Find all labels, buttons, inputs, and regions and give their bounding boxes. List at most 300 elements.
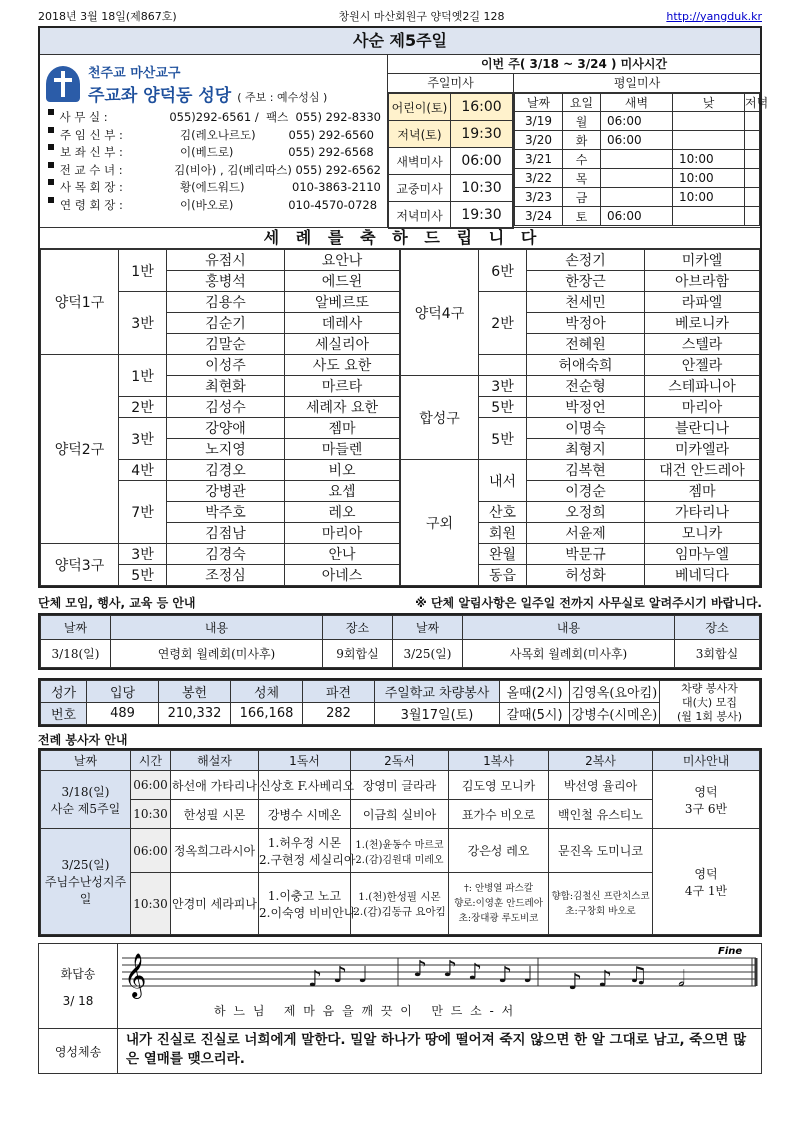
baptismal-name: 사도 요한 xyxy=(285,355,400,376)
weekday-cell xyxy=(745,112,760,131)
service-header: 2독서 xyxy=(351,751,449,771)
baptismal-name: 알베르또 xyxy=(285,292,400,313)
section: 3반 xyxy=(119,544,167,565)
baptismal-name: 가타리나 xyxy=(645,502,760,523)
contact-label: 사 목 회 장 : xyxy=(60,180,123,195)
district: 양덕3구 xyxy=(41,544,119,586)
baptism-row xyxy=(401,460,760,481)
baptismal-name: 데레사 xyxy=(285,313,400,334)
section: 내서 xyxy=(479,460,527,502)
baptismal-name: 모니카 xyxy=(645,523,760,544)
commentator: 하선애 가타리나 xyxy=(171,771,259,800)
section: 2반 xyxy=(119,397,167,418)
contact-row xyxy=(46,144,381,162)
cross-icon xyxy=(46,66,80,102)
parish-name: 주교좌 양덕동 성당 xyxy=(88,86,232,106)
baptized-name: 박정언 xyxy=(527,397,645,418)
mass-time: 16:00 xyxy=(451,94,513,121)
baptized-name: 서윤제 xyxy=(527,523,645,544)
weekday-row xyxy=(515,169,760,188)
server-line: 초:장대광 루도비코 xyxy=(458,913,539,924)
contact-label: 보 좌 신 부 : xyxy=(60,145,123,160)
baptismal-name: 비오 xyxy=(285,460,400,481)
service-time: 06:00 xyxy=(131,829,171,873)
contact-label: 전 교 수 녀 : xyxy=(59,162,123,177)
baptismal-name: 아브라함 xyxy=(645,271,760,292)
psalm-date: 3/ 18 xyxy=(62,993,94,1008)
reading-1 xyxy=(259,829,356,873)
weekday-header: 저녁 xyxy=(745,94,760,112)
communion-label: 영성체송 xyxy=(39,1029,118,1073)
svg-text:♪: ♪ xyxy=(568,970,583,995)
section: 5반 xyxy=(479,397,527,418)
baptism-row xyxy=(41,355,400,376)
vehicle-title: 주일학교 차량봉사 xyxy=(375,681,500,703)
weekday-cell: 목 xyxy=(563,169,601,188)
weekday-cell: 3/20 xyxy=(515,131,563,150)
reading-2 xyxy=(351,829,449,873)
communion-text: 내가 진실로 진실로 너희에게 말한다. 밀알 하나가 땅에 떨어져 죽지 않으면 한 알 그대로 남고, 죽으면 많은 열매를 맺으리라. xyxy=(126,1032,747,1067)
events-heading-row xyxy=(38,594,762,611)
stats-header: 입당 xyxy=(87,681,159,703)
district: 양덕4구 xyxy=(401,250,479,376)
reader-line: 1.이충고 노고 xyxy=(267,888,342,903)
server-line: 향로:이영훈 안드레아 xyxy=(454,898,543,909)
weekday-mass-title: 평일미사 xyxy=(514,74,760,93)
weekday-cell xyxy=(601,169,673,188)
baptismal-name: 라파엘 xyxy=(645,292,760,313)
weekday-cell: 06:00 xyxy=(601,207,673,226)
events-cell: 연령회 월례회(미사후) xyxy=(111,640,323,668)
baptismal-name: 에드윈 xyxy=(285,271,400,292)
weekday-mass xyxy=(514,74,769,229)
reader-line: 1.(천)한성필 시몬 xyxy=(358,890,441,903)
service-header: 2복사 xyxy=(549,751,653,771)
reader-line: 2.이숙영 비비안나 xyxy=(259,905,356,920)
commentator: 한성필 시몬 xyxy=(171,800,259,829)
weekday-mass-table xyxy=(514,93,769,226)
baptized-name: 오정희 xyxy=(527,502,645,523)
server-1 xyxy=(449,873,549,935)
section: 5반 xyxy=(119,565,167,586)
psalm-score xyxy=(118,944,761,1028)
mass-name: 저녁(토) xyxy=(389,121,451,148)
baptismal-name: 스텔라 xyxy=(645,334,760,355)
weekday-cell xyxy=(745,131,760,150)
contact-row xyxy=(46,127,381,145)
weekday-header: 날짜 xyxy=(515,94,563,112)
baptized-name: 최현화 xyxy=(167,376,285,397)
events-cell: 3회합실 xyxy=(675,640,760,668)
baptismal-name: 마들렌 xyxy=(285,439,400,460)
baptized-name: 강양애 xyxy=(167,418,285,439)
svg-text:♪: ♪ xyxy=(498,963,513,988)
baptismal-name: 요안나 xyxy=(285,250,400,271)
baptized-name: 김말순 xyxy=(167,334,285,355)
weekday-cell: 월 xyxy=(563,112,601,131)
baptismal-name: 미카엘 xyxy=(645,250,760,271)
baptismal-name: 젬마 xyxy=(285,418,400,439)
bullet-icon xyxy=(48,109,54,115)
weekday-cell: 3/19 xyxy=(515,112,563,131)
weekday-header: 요일 xyxy=(563,94,601,112)
baptismal-name: 안젤라 xyxy=(645,355,760,376)
contact-value: 이(베드로) 055) 292-6568 xyxy=(180,145,374,160)
events-table xyxy=(40,615,760,668)
weekday-cell: 수 xyxy=(563,150,601,169)
events-header: 내용 xyxy=(111,616,323,640)
weekday-row xyxy=(515,131,760,150)
baptized-name: 박정아 xyxy=(527,313,645,334)
baptismal-name: 마리아 xyxy=(285,523,400,544)
service-time: 06:00 xyxy=(131,771,171,800)
stats-value: 489 xyxy=(87,703,159,725)
recruit-line: 차량 봉사자 xyxy=(681,681,738,695)
service-header: 미사안내 xyxy=(653,751,760,771)
baptismal-name: 임마누엘 xyxy=(645,544,760,565)
service-date-title: 사순 제5주일 xyxy=(50,801,121,816)
district: 양덕2구 xyxy=(41,355,119,544)
baptized-name: 김성수 xyxy=(167,397,285,418)
reader-line: 2.구현정 세실리아 xyxy=(259,852,356,867)
weekday-cell xyxy=(673,112,745,131)
reading-1: 신상호 F.사베리오 xyxy=(259,771,351,800)
baptismal-name: 스테파니아 xyxy=(645,376,760,397)
commentator: 안경미 세라피나 xyxy=(171,873,259,935)
sunday-mass-row xyxy=(389,148,513,175)
reading-2 xyxy=(351,873,449,935)
weekday-cell: 06:00 xyxy=(601,131,673,150)
baptized-name: 전혜원 xyxy=(527,334,645,355)
contact-row xyxy=(46,109,381,127)
diocese-name: 천주교 마산교구 xyxy=(88,66,181,81)
baptized-name: 김복현 xyxy=(527,460,645,481)
reader-line: 1.(천)윤동수 마르코 xyxy=(355,839,444,851)
server-line: 향합:김철신 프란치스코 xyxy=(551,890,650,902)
weekday-row xyxy=(515,188,760,207)
service-header: 시간 xyxy=(131,751,171,771)
bullet-icon xyxy=(48,162,54,168)
contact-value: 이(바오로) 010-4570-0728 xyxy=(180,197,378,212)
baptismal-name: 세례자 요한 xyxy=(285,397,400,418)
fine-mark: Fine xyxy=(718,946,743,957)
svg-text:♪: ♪ xyxy=(413,957,428,982)
server-line: †: 안병열 파스칼 xyxy=(463,883,534,894)
mass-guide-2 xyxy=(653,829,760,935)
district: 구외 xyxy=(401,460,479,586)
mass-times xyxy=(388,55,769,227)
sunday-mass-row xyxy=(389,121,513,148)
weekday-cell: 10:00 xyxy=(673,169,745,188)
weekday-cell: 3/22 xyxy=(515,169,563,188)
stats-header: 봉헌 xyxy=(159,681,231,703)
district: 양덕1구 xyxy=(41,250,119,355)
section: 산호 xyxy=(479,502,527,523)
events-cell: 3/25(일) xyxy=(393,640,463,668)
baptized-name: 이성주 xyxy=(167,355,285,376)
mass-guide-line: 영덕 xyxy=(694,784,718,799)
service-header: 1독서 xyxy=(259,751,351,771)
mass-name: 새벽미사 xyxy=(389,148,451,175)
baptismal-name: 요셉 xyxy=(285,481,400,502)
bullet-icon xyxy=(48,127,54,133)
section: 4반 xyxy=(119,460,167,481)
events-heading: 단체 모임, 행사, 교육 등 안내 xyxy=(38,596,196,610)
sunday-mass-title: 주일미사 xyxy=(388,74,513,93)
baptized-name: 유점시 xyxy=(167,250,285,271)
recruit-line: 대(大) 모집 xyxy=(682,695,737,709)
parish-info xyxy=(40,55,388,227)
bullet-icon xyxy=(48,197,54,203)
contact-value: 김(비아) , 김(베리따스) 055) 292-6562 xyxy=(174,162,381,177)
weekday-row xyxy=(515,207,760,226)
events-header: 날짜 xyxy=(393,616,463,640)
weekday-cell xyxy=(673,207,745,226)
baptized-name: 김순기 xyxy=(167,313,285,334)
sunday-mass xyxy=(388,74,514,229)
baptism-table-left xyxy=(40,249,400,586)
patron: ( 주보 : 예수성심 ) xyxy=(237,91,328,104)
weekday-header-row xyxy=(515,94,760,112)
baptized-name: 박주호 xyxy=(167,502,285,523)
weekday-cell: 토 xyxy=(563,207,601,226)
server-line: 초:구창회 바오로 xyxy=(565,905,636,917)
service-frame xyxy=(38,748,762,937)
section: 3반 xyxy=(119,418,167,460)
contact-row xyxy=(46,197,381,215)
contact-row xyxy=(46,179,381,197)
section: 3반 xyxy=(479,376,527,397)
sunday-mass-row xyxy=(389,94,513,121)
weekday-cell xyxy=(745,188,760,207)
service-date-title: 주님수난성지주일 xyxy=(44,875,127,906)
weekday-cell: 금 xyxy=(563,188,601,207)
baptized-name: 노지영 xyxy=(167,439,285,460)
baptized-name: 김점남 xyxy=(167,523,285,544)
baptism-banner: 세 례 를 축 하 드 립 니 다 xyxy=(40,228,760,249)
reading-1: 강병수 시메온 xyxy=(259,800,351,829)
service-date: 3/18(일) xyxy=(61,784,110,799)
weekday-cell xyxy=(601,150,673,169)
service-header: 해설자 xyxy=(171,751,259,771)
events-frame xyxy=(38,613,762,670)
events-notice: ※ 단체 알림사항은 일주일 전까지 사무실로 알려주시기 바랍니다. xyxy=(415,596,762,610)
baptism-row xyxy=(41,250,400,271)
mass-times-title: 이번 주( 3/18 ~ 3/24 ) 미사시간 xyxy=(388,55,760,74)
events-header: 내용 xyxy=(463,616,675,640)
stats-header: 파견 xyxy=(303,681,375,703)
svg-text:𝅗𝅥: 𝅗𝅥 xyxy=(678,967,685,992)
section: 6반 xyxy=(479,250,527,292)
baptismal-name: 베네딕다 xyxy=(645,565,760,586)
weekday-header: 새벽 xyxy=(601,94,673,112)
service-heading: 전례 봉사자 안내 xyxy=(38,733,128,747)
svg-text:♪: ♪ xyxy=(308,967,323,992)
contact-label: 주 임 신 부 : xyxy=(60,127,123,142)
bulletin-page xyxy=(38,6,769,1074)
server-2: 문진옥 도미니코 xyxy=(549,829,653,873)
baptismal-name: 미카엘라 xyxy=(645,439,760,460)
service-date-2 xyxy=(41,829,131,935)
stats-table xyxy=(40,680,760,725)
church-address: 창원시 마산회원구 양덕옛2길 128 xyxy=(338,10,505,23)
baptism-row xyxy=(401,250,760,271)
psalm-section xyxy=(38,943,762,1029)
mass-time: 19:30 xyxy=(451,121,513,148)
section: 2반 xyxy=(479,292,527,355)
baptismal-name: 블란디나 xyxy=(645,418,760,439)
recruit-line: (월 1회 봉사) xyxy=(676,709,743,723)
parish-logo xyxy=(46,59,381,109)
section: 1반 xyxy=(119,250,167,292)
mass-time: 10:30 xyxy=(451,175,513,202)
events-cell: 9회합실 xyxy=(323,640,393,668)
weekday-cell: 화 xyxy=(563,131,601,150)
service-time: 10:30 xyxy=(131,873,171,935)
weekday-cell xyxy=(745,169,760,188)
psalm-label-box xyxy=(39,944,118,1028)
vehicle-date: 3월17일(토) xyxy=(375,703,500,725)
contact-value: 김(레오나르도) 055) 292-6560 xyxy=(180,127,374,142)
website-link[interactable]: http://yangduk.kr xyxy=(666,9,762,23)
section: 회원 xyxy=(479,523,527,544)
svg-text:♪: ♪ xyxy=(598,967,613,992)
weekday-cell: 06:00 xyxy=(601,112,673,131)
baptismal-name: 베로니카 xyxy=(645,313,760,334)
weekday-cell: 10:00 xyxy=(673,150,745,169)
stats-value: 282 xyxy=(303,703,375,725)
sunday-mass-table xyxy=(388,93,513,229)
section: 5반 xyxy=(479,418,527,460)
stats-value: 210,332 xyxy=(159,703,231,725)
svg-text:♪: ♪ xyxy=(333,963,348,988)
service-time: 10:30 xyxy=(131,800,171,829)
mass-guide-line: 영덕 xyxy=(694,866,718,881)
service-header: 날짜 xyxy=(41,751,131,771)
contact-list xyxy=(46,109,381,215)
service-date-1 xyxy=(41,771,131,829)
baptismal-name: 레오 xyxy=(285,502,400,523)
stats-label-2: 번호 xyxy=(41,703,87,725)
server-1: 강은성 레오 xyxy=(449,829,549,873)
mass-name: 저녁미사 xyxy=(389,202,451,229)
baptism-row xyxy=(41,544,400,565)
contact-value: 055)292-6561 / 팩스 055) 292-8330 xyxy=(169,110,381,124)
baptismal-name: 아네스 xyxy=(285,565,400,586)
weekday-cell xyxy=(745,207,760,226)
server-1: 표가수 비오로 xyxy=(449,800,549,829)
vehicle-back-name: 강병수(시메온) xyxy=(570,703,660,725)
weekday-cell: 10:00 xyxy=(673,188,745,207)
svg-text:♫: ♫ xyxy=(628,963,648,988)
svg-text:♪: ♪ xyxy=(468,960,483,985)
weekday-row xyxy=(515,150,760,169)
baptized-name: 김경숙 xyxy=(167,544,285,565)
baptized-name: 김용수 xyxy=(167,292,285,313)
baptized-name: 최형지 xyxy=(527,439,645,460)
vehicle-recruit xyxy=(660,681,760,725)
svg-text:♪: ♪ xyxy=(443,957,458,982)
reading-2: 장영미 글라라 xyxy=(351,771,449,800)
weekday-row xyxy=(515,112,760,131)
stats-frame xyxy=(38,678,762,727)
communion-section xyxy=(38,1029,762,1074)
section: 7반 xyxy=(119,481,167,544)
section: 3반 xyxy=(119,292,167,355)
baptismal-name: 안나 xyxy=(285,544,400,565)
baptized-name: 허애숙희 xyxy=(527,355,645,376)
baptized-name: 강병관 xyxy=(167,481,285,502)
reading-1 xyxy=(259,873,356,935)
treble-clef-icon: 𝄞 xyxy=(124,953,147,997)
vehicle-go-name: 김영옥(요아킴) xyxy=(570,681,660,703)
district: 합성구 xyxy=(401,376,479,460)
weekday-cell xyxy=(601,188,673,207)
service-header: 1복사 xyxy=(449,751,549,771)
baptismal-name: 마르타 xyxy=(285,376,400,397)
svg-text:♩: ♩ xyxy=(523,963,534,988)
baptism-row xyxy=(401,376,760,397)
service-date: 3/25(일) xyxy=(61,858,110,872)
baptized-name: 손정기 xyxy=(527,250,645,271)
mass-name: 교중미사 xyxy=(389,175,451,202)
baptized-name: 전순형 xyxy=(527,376,645,397)
weekday-cell xyxy=(745,150,760,169)
baptismal-name: 마리아 xyxy=(645,397,760,418)
events-header: 장소 xyxy=(675,616,760,640)
stats-label-1: 성가 xyxy=(41,681,87,703)
weekday-cell: 3/23 xyxy=(515,188,563,207)
weekday-header: 낮 xyxy=(673,94,745,112)
sunday-mass-row xyxy=(389,202,513,229)
contact-value: 황(에드워드) 010-3863-2110 xyxy=(180,180,381,195)
bullet-icon xyxy=(48,144,54,150)
events-cell: 3/18(일) xyxy=(41,640,111,668)
section xyxy=(479,355,527,376)
baptized-name: 김경오 xyxy=(167,460,285,481)
issue-date: 2018년 3월 18일(제867호) xyxy=(38,10,177,23)
stats-value: 166,168 xyxy=(231,703,303,725)
bullet-icon xyxy=(48,179,54,185)
psalm-lyrics: 하 느 님 제 마 음 을 깨 끗 이 만 드 소 - 서 xyxy=(214,1004,516,1018)
weekday-cell: 3/24 xyxy=(515,207,563,226)
baptized-name: 이명숙 xyxy=(527,418,645,439)
reader-line: 1.허우정 시몬 xyxy=(267,835,342,850)
baptism-table-right xyxy=(400,249,760,586)
section: 완월 xyxy=(479,544,527,565)
events-header: 장소 xyxy=(323,616,393,640)
server-2 xyxy=(549,873,653,935)
weekday-cell xyxy=(673,131,745,150)
baptized-name: 허성화 xyxy=(527,565,645,586)
vehicle-back-label: 갈때(5시) xyxy=(500,703,570,725)
events-cell: 사목회 월례회(미사후) xyxy=(463,640,675,668)
weekday-cell: 3/21 xyxy=(515,150,563,169)
contact-label: 연 령 회 장 : xyxy=(60,197,123,212)
events-header: 날짜 xyxy=(41,616,111,640)
main-frame xyxy=(38,26,769,588)
vehicle-go-label: 올때(2시) xyxy=(500,681,570,703)
commentator: 정옥희그라시아 xyxy=(171,829,259,873)
baptismal-name: 대건 안드레아 xyxy=(645,460,760,481)
mass-name: 어린이(토) xyxy=(389,94,451,121)
sunday-mass-row xyxy=(389,175,513,202)
baptismal-name: 세실리아 xyxy=(285,334,400,355)
mass-guide-1 xyxy=(653,771,760,829)
baptized-name: 천세민 xyxy=(527,292,645,313)
section: 1반 xyxy=(119,355,167,397)
mass-time: 19:30 xyxy=(451,202,513,229)
